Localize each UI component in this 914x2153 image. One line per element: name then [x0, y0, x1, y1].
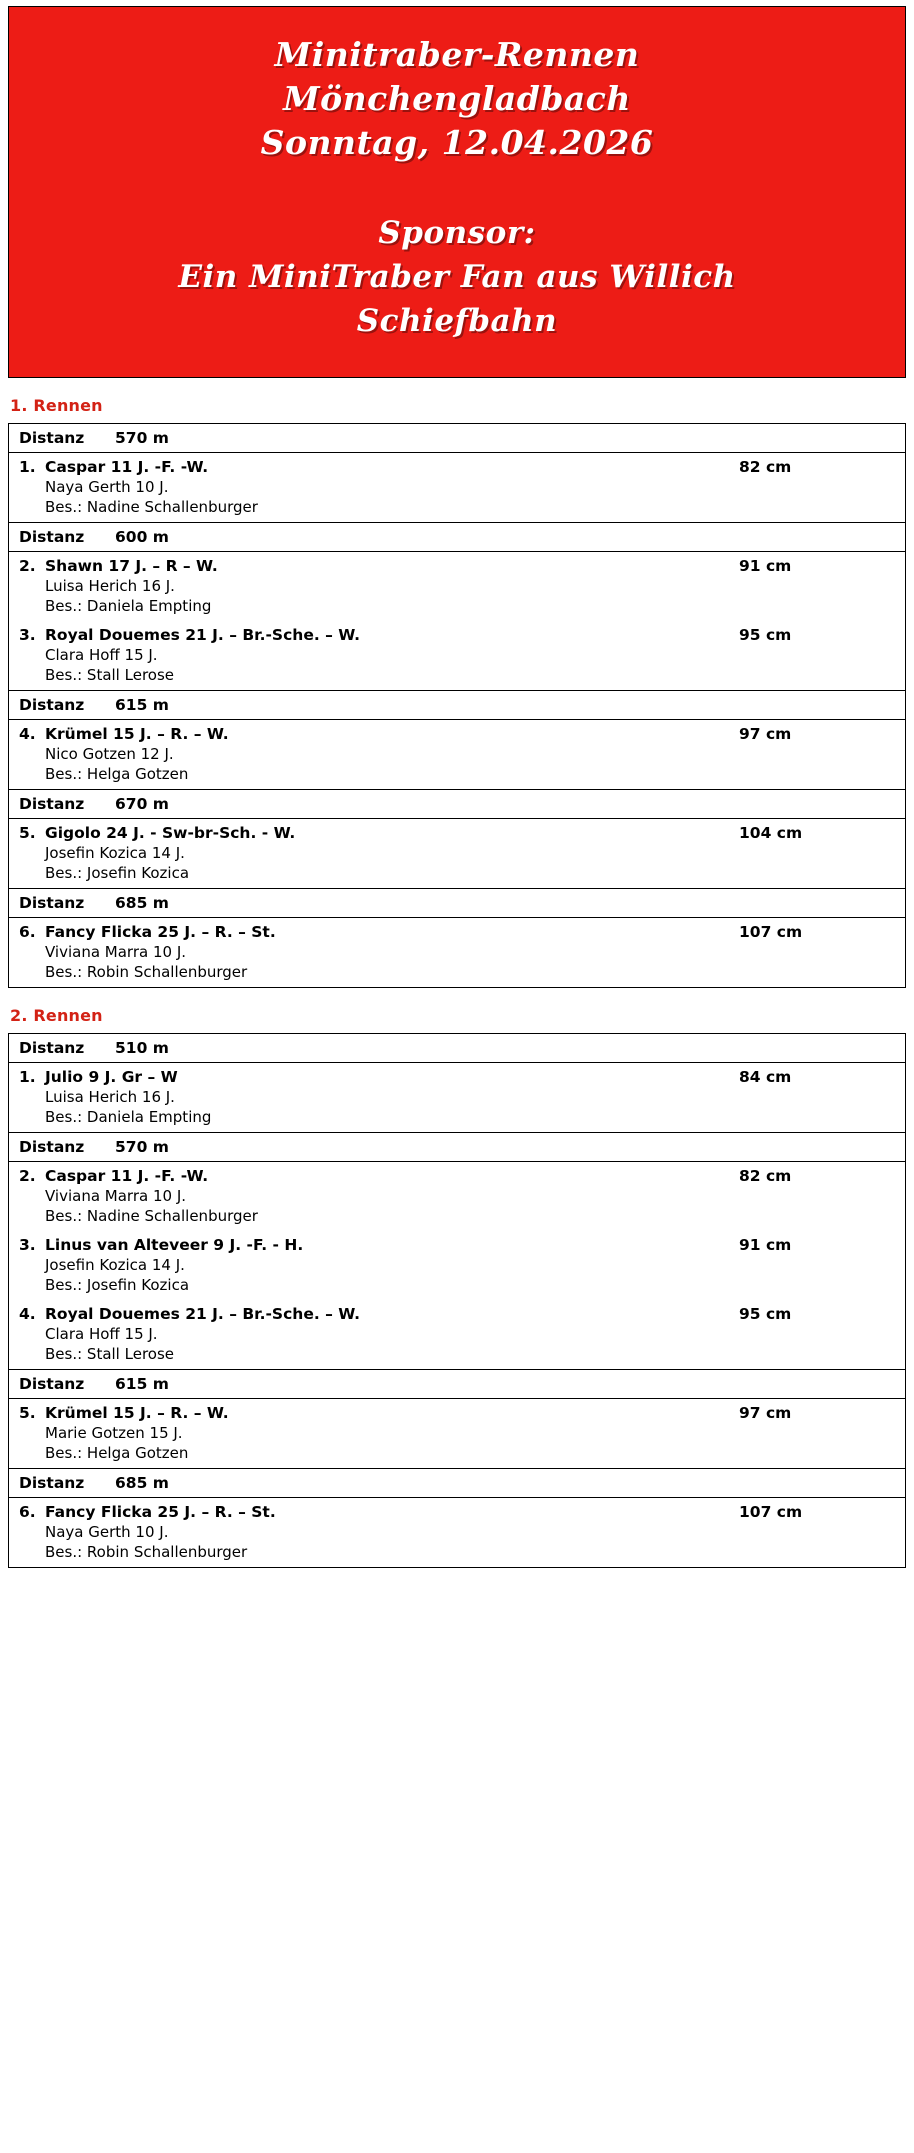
- race-heading: 2. Rennen: [10, 1006, 103, 1025]
- race-table: [8, 1033, 906, 1568]
- distance-row: [9, 888, 905, 918]
- distance-value: 615 m: [115, 696, 169, 714]
- entry-row: [9, 720, 905, 789]
- entry-main-line: [9, 1502, 905, 1521]
- banner-spacer: [23, 165, 891, 211]
- entry-number: 6.: [19, 1503, 36, 1521]
- owner-name: Bes.: Helga Gotzen: [45, 1444, 189, 1462]
- distance-label: Distanz: [19, 1138, 85, 1156]
- distance-label: Distanz: [19, 894, 85, 912]
- horse-name: Gigolo 24 J. - Sw-br-Sch. - W.: [45, 824, 296, 842]
- distance-row: [9, 1369, 905, 1399]
- event-title-line-1: Minitraber-Rennen: [274, 35, 640, 74]
- horse-name: Fancy Flicka 25 J. – R. – St.: [45, 923, 276, 941]
- entry-row: [9, 819, 905, 888]
- horse-name: Krümel 15 J. – R. – W.: [45, 725, 229, 743]
- horse-height: 104 cm: [739, 824, 803, 842]
- event-date: Sonntag, 12.04.2026: [260, 123, 654, 162]
- entry-main-line: [9, 556, 905, 575]
- horse-height: 91 cm: [739, 1236, 792, 1254]
- owner-name: Bes.: Robin Schallenburger: [45, 963, 248, 981]
- horse-height: 107 cm: [739, 1503, 803, 1521]
- owner-name: Bes.: Robin Schallenburger: [45, 1543, 248, 1561]
- entry-main-line: [9, 823, 905, 842]
- driver-name: Clara Hoff 15 J.: [45, 1325, 158, 1343]
- driver-name: Viviana Marra 10 J.: [45, 1187, 187, 1205]
- entry-main-line: [9, 1166, 905, 1185]
- entry-number: 2.: [19, 1167, 36, 1185]
- horse-name: Caspar 11 J. -F. -W.: [45, 458, 209, 476]
- sponsor-name-line-2: Schiefbahn: [356, 303, 558, 339]
- distance-value: 510 m: [115, 1039, 169, 1057]
- distance-row: [9, 1132, 905, 1162]
- entry-number: 3.: [19, 1236, 36, 1254]
- entry-row: [9, 453, 905, 522]
- distance-row: [9, 789, 905, 819]
- distance-label: Distanz: [19, 795, 85, 813]
- driver-name: Naya Gerth 10 J.: [45, 478, 169, 496]
- driver-name: Marie Gotzen 15 J.: [45, 1424, 183, 1442]
- owner-name: Bes.: Josefin Kozica: [45, 864, 190, 882]
- race-table: [8, 423, 906, 988]
- entry-number: 5.: [19, 1404, 36, 1422]
- owner-name: Bes.: Daniela Empting: [45, 597, 212, 615]
- race-heading: 1. Rennen: [10, 396, 103, 415]
- entry-number: 4.: [19, 725, 36, 743]
- driver-name: Nico Gotzen 12 J.: [45, 745, 174, 763]
- entry-main-line: [9, 1403, 905, 1422]
- distance-row: [9, 424, 905, 453]
- entry-number: 6.: [19, 923, 36, 941]
- horse-name: Krümel 15 J. – R. – W.: [45, 1404, 229, 1422]
- horse-name: Julio 9 J. Gr – W: [45, 1068, 178, 1086]
- entry-number: 4.: [19, 1305, 36, 1323]
- driver-name: Josefin Kozica 14 J.: [45, 1256, 185, 1274]
- distance-label: Distanz: [19, 1039, 85, 1057]
- distance-label: Distanz: [19, 528, 85, 546]
- distance-row: [9, 1468, 905, 1498]
- driver-name: Naya Gerth 10 J.: [45, 1523, 169, 1541]
- horse-name: Fancy Flicka 25 J. – R. – St.: [45, 1503, 276, 1521]
- horse-height: 95 cm: [739, 1305, 792, 1323]
- event-title-line-2: Mönchengladbach: [283, 79, 631, 118]
- races-container: [8, 396, 906, 1568]
- entry-row: [9, 1231, 905, 1300]
- entry-main-line: [9, 922, 905, 941]
- entry-main-line: [9, 724, 905, 743]
- owner-name: Bes.: Stall Lerose: [45, 666, 175, 684]
- entry-row: [9, 621, 905, 690]
- entry-row: [9, 1300, 905, 1369]
- horse-height: 95 cm: [739, 626, 792, 644]
- entry-row: [9, 1498, 905, 1567]
- entry-row: [9, 918, 905, 987]
- horse-height: 107 cm: [739, 923, 803, 941]
- distance-label: Distanz: [19, 696, 85, 714]
- entry-row: [9, 1162, 905, 1231]
- entry-main-line: [9, 1067, 905, 1086]
- horse-name: Royal Douemes 21 J. – Br.-Sche. – W.: [45, 626, 360, 644]
- entry-number: 2.: [19, 557, 36, 575]
- driver-name: Luisa Herich 16 J.: [45, 1088, 175, 1106]
- distance-value: 600 m: [115, 528, 169, 546]
- horse-height: 97 cm: [739, 725, 792, 743]
- horse-name: Caspar 11 J. -F. -W.: [45, 1167, 209, 1185]
- owner-name: Bes.: Nadine Schallenburger: [45, 1207, 258, 1225]
- distance-value: 685 m: [115, 1474, 169, 1492]
- entry-main-line: [9, 457, 905, 476]
- distance-label: Distanz: [19, 1474, 85, 1492]
- sponsor-name-line-1: Ein MiniTraber Fan aus Willich: [178, 259, 736, 295]
- driver-name: Josefin Kozica 14 J.: [45, 844, 185, 862]
- sponsor-label: Sponsor:: [378, 215, 536, 251]
- entry-row: [9, 1063, 905, 1132]
- entry-number: 1.: [19, 1068, 36, 1086]
- entry-number: 3.: [19, 626, 36, 644]
- entry-number: 5.: [19, 824, 36, 842]
- distance-value: 670 m: [115, 795, 169, 813]
- entry-main-line: [9, 625, 905, 644]
- distance-value: 570 m: [115, 429, 169, 447]
- distance-row: [9, 690, 905, 720]
- horse-name: Shawn 17 J. – R – W.: [45, 557, 218, 575]
- distance-row: [9, 1034, 905, 1063]
- owner-name: Bes.: Daniela Empting: [45, 1108, 212, 1126]
- owner-name: Bes.: Helga Gotzen: [45, 765, 189, 783]
- distance-label: Distanz: [19, 1375, 85, 1393]
- driver-name: Viviana Marra 10 J.: [45, 943, 187, 961]
- distance-value: 615 m: [115, 1375, 169, 1393]
- driver-name: Clara Hoff 15 J.: [45, 646, 158, 664]
- entry-main-line: [9, 1304, 905, 1323]
- driver-name: Luisa Herich 16 J.: [45, 577, 175, 595]
- entry-row: [9, 552, 905, 621]
- owner-name: Bes.: Stall Lerose: [45, 1345, 175, 1363]
- horse-height: 82 cm: [739, 1167, 792, 1185]
- entry-main-line: [9, 1235, 905, 1254]
- horse-height: 91 cm: [739, 557, 792, 575]
- distance-value: 685 m: [115, 894, 169, 912]
- owner-name: Bes.: Nadine Schallenburger: [45, 498, 258, 516]
- horse-height: 82 cm: [739, 458, 792, 476]
- entry-number: 1.: [19, 458, 36, 476]
- owner-name: Bes.: Josefin Kozica: [45, 1276, 190, 1294]
- event-banner: [8, 6, 906, 378]
- distance-row: [9, 522, 905, 552]
- horse-height: 97 cm: [739, 1404, 792, 1422]
- distance-value: 570 m: [115, 1138, 169, 1156]
- horse-name: Linus van Alteveer 9 J. -F. - H.: [45, 1236, 304, 1254]
- horse-name: Royal Douemes 21 J. – Br.-Sche. – W.: [45, 1305, 360, 1323]
- entry-row: [9, 1399, 905, 1468]
- horse-height: 84 cm: [739, 1068, 792, 1086]
- distance-label: Distanz: [19, 429, 85, 447]
